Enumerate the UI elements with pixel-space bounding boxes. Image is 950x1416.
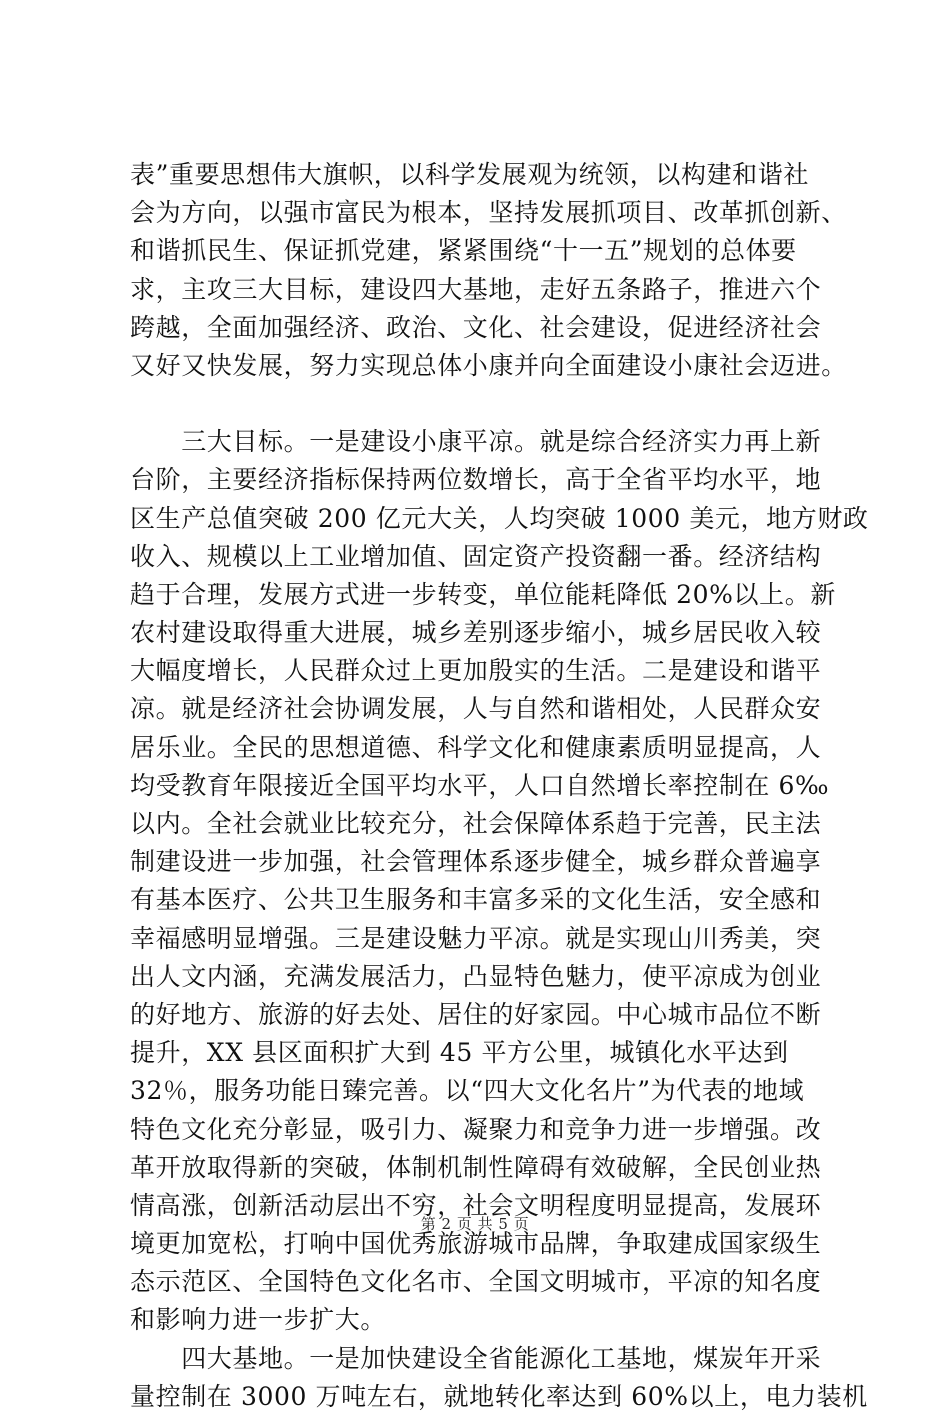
text-line-23: 的好地方、旅游的好去处、居住的好家园。中心城市品位不断 <box>130 999 822 1029</box>
text-line-15: 凉。就是经济社会协调发展，人与自然和谐相处，人民群众安 <box>130 694 822 724</box>
page-number-footer: 第 2 页 共 5 页 <box>420 1215 530 1233</box>
text-line-20: 有基本医疗、公共卫生服务和丰富多采的文化生活，安全感和 <box>130 885 822 915</box>
text-line-17: 均受教育年限接近全国平均水平，人口自然增长率控制在 6‰ <box>130 770 830 800</box>
text-line-27: 革开放取得新的突破，体制机制性障碍有效破解，全民创业热 <box>130 1152 822 1182</box>
text-line-22: 出人文内涵，充满发展活力，凸显特色魅力，使平凉成为创业 <box>130 961 822 991</box>
text-line-18: 以内。全社会就业比较充分，社会保障体系趋于完善，民主法 <box>130 809 822 838</box>
text-line-30: 态示范区、全国特色文化名市、全国文明城市，平凉的知名度 <box>130 1267 822 1297</box>
text-line-32: 四大基地。一是加快建设全省能源化工基地，煤炭年开采 <box>130 1343 822 1373</box>
text-line-5: 跨越，全面加强经济、政治、文化、社会建设，促进经济社会 <box>130 312 822 342</box>
text-line-33: 量控制在 3000 万吨左右，就地转化率达到 60%以上，电力装机 <box>130 1381 868 1411</box>
text-line-21: 幸福感明显增强。三是建设魅力平凉。就是实现山川秀美，突 <box>130 923 822 953</box>
text-line-13: 农村建设取得重大进展，城乡差别逐步缩小，城乡居民收入较 <box>130 618 822 648</box>
text-line-29: 境更加宽松，打响中国优秀旅游城市品牌，争取建成国家级生 <box>130 1229 822 1259</box>
text-line-4: 求，主攻三大目标，建设四大基地，走好五条路子，推进六个 <box>130 274 822 304</box>
text-line-3: 和谐抓民生、保证抓党建，紧紧围绕“十一五”规划的总体要 <box>130 236 797 266</box>
text-line-14: 大幅度增长，人民群众过上更加殷实的生活。二是建设和谐平 <box>130 656 822 686</box>
text-line-26: 特色文化充分彰显，吸引力、凝聚力和竞争力进一步增强。改 <box>130 1114 822 1144</box>
text-line-2: 会为方向，以强市富民为根本，坚持发展抓项目、改革抓创新、 <box>130 198 847 228</box>
text-line-28: 情高涨，创新活动层出不穷，社会文明程度明显提高，发展环 <box>130 1190 822 1220</box>
text-line-8: 三大目标。一是建设小康平凉。就是综合经济实力再上新 <box>130 427 822 457</box>
text-line-12: 趋于合理，发展方式进一步转变，单位能耗降低 20%以上。新 <box>130 579 836 609</box>
paragraph-gap <box>130 385 830 423</box>
text-line-31: 和影响力进一步扩大。 <box>130 1305 387 1335</box>
text-line-1: 表”重要思想伟大旗帜，以科学发展观为统领，以构建和谐社 <box>130 160 809 189</box>
text-line-6: 又好又快发展，努力实现总体小康并向全面建设小康社会迈进。 <box>130 350 847 380</box>
text-line-16: 居乐业。全民的思想道德、科学文化和健康素质明显提高，人 <box>130 732 822 762</box>
text-line-9: 台阶，主要经济指标保持两位数增长，高于全省平均水平，地 <box>130 465 822 495</box>
text-line-25: 32％，服务功能日臻完善。以“四大文化名片”为代表的地域 <box>130 1076 805 1106</box>
text-line-24: 提升，XX 县区面积扩大到 45 平方公里，城镇化水平达到 <box>130 1038 789 1068</box>
text-line-10: 区生产总值突破 200 亿元大关，人均突破 1000 美元，地方财政 <box>130 503 869 533</box>
text-line-11: 收入、规模以上工业增加值、固定资产投资翻一番。经济结构 <box>130 541 822 571</box>
text-line-19: 制建设进一步加强，社会管理体系逐步健全，城乡群众普遍享 <box>130 847 822 877</box>
